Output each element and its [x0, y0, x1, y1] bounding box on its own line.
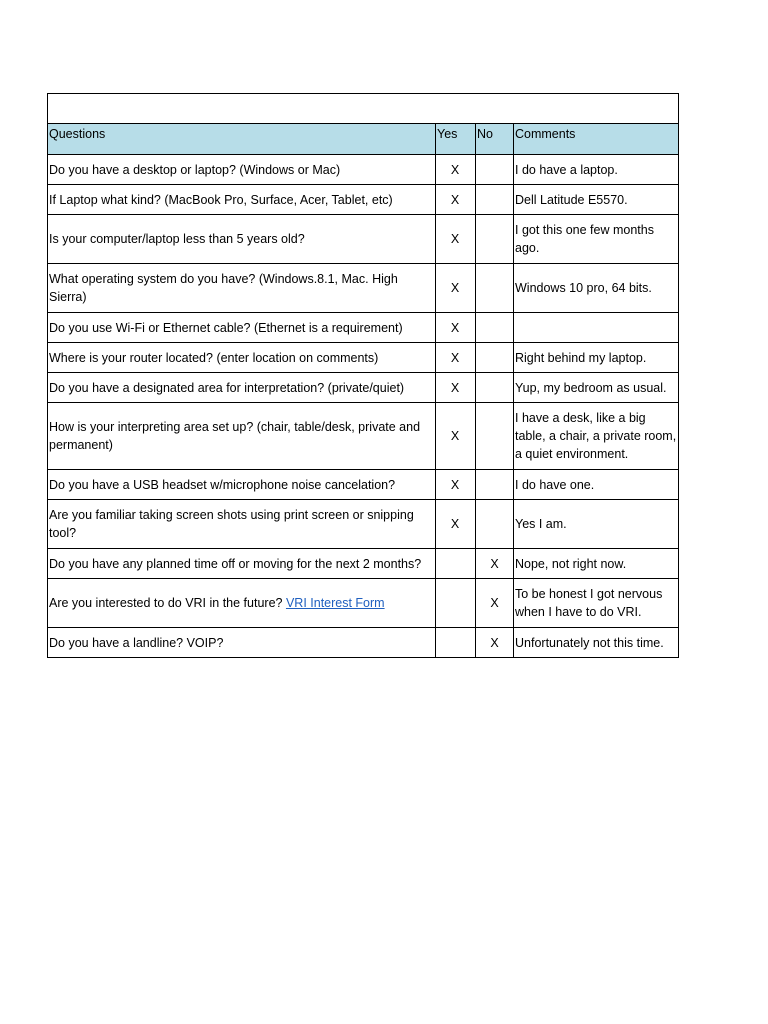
yes-cell: X — [436, 403, 476, 470]
question-cell: Do you have any planned time off or moving for the next 2 months? — [48, 549, 436, 579]
header-row — [48, 124, 679, 155]
comment-cell: I got this one few months ago. — [514, 215, 679, 264]
header-questions: Questions — [48, 124, 436, 155]
no-cell — [476, 185, 514, 215]
yes-cell — [436, 628, 476, 658]
yes-cell: X — [436, 185, 476, 215]
comment-cell: I do have one. — [514, 470, 679, 500]
yes-cell: X — [436, 373, 476, 403]
yes-cell: X — [436, 215, 476, 264]
header-comments: Comments — [514, 124, 679, 155]
yes-cell — [436, 549, 476, 579]
yes-cell: X — [436, 155, 476, 185]
table-row — [48, 579, 679, 628]
comment-cell — [514, 313, 679, 343]
header-no: No — [476, 124, 514, 155]
comment-cell: Yes I am. — [514, 500, 679, 549]
blank-title-cell — [48, 94, 679, 124]
comment-cell: I have a desk, like a big table, a chair, a private room, a quiet environment. — [514, 403, 679, 470]
table-row — [48, 628, 679, 658]
comment-cell: Windows 10 pro, 64 bits. — [514, 264, 679, 313]
table-row — [48, 549, 679, 579]
comment-cell: I do have a laptop. — [514, 155, 679, 185]
survey-sheet — [47, 93, 678, 658]
no-cell — [476, 313, 514, 343]
no-cell: X — [476, 549, 514, 579]
comment-cell: Unfortunately not this time. — [514, 628, 679, 658]
no-cell: X — [476, 628, 514, 658]
no-cell — [476, 264, 514, 313]
header-yes: Yes — [436, 124, 476, 155]
table-row — [48, 313, 679, 343]
question-cell: Do you use Wi-Fi or Ethernet cable? (Ethernet is a requirement) — [48, 313, 436, 343]
no-cell — [476, 500, 514, 549]
no-cell — [476, 403, 514, 470]
yes-cell: X — [436, 470, 476, 500]
comment-cell: To be honest I got nervous when I have to do VRI. — [514, 579, 679, 628]
question-cell: Do you have a desktop or laptop? (Windows or Mac) — [48, 155, 436, 185]
no-cell — [476, 343, 514, 373]
table-row — [48, 264, 679, 313]
question-cell: Do you have a USB headset w/microphone noise cancelation? — [48, 470, 436, 500]
question-cell: If Laptop what kind? (MacBook Pro, Surface, Acer, Tablet, etc) — [48, 185, 436, 215]
yes-cell: X — [436, 500, 476, 549]
table-row — [48, 215, 679, 264]
no-cell — [476, 470, 514, 500]
no-cell — [476, 215, 514, 264]
table-row — [48, 155, 679, 185]
comment-cell: Right behind my laptop. — [514, 343, 679, 373]
vri-interest-form-link[interactable]: VRI Interest Form — [285, 596, 385, 610]
survey-table — [47, 93, 679, 658]
title-row — [48, 94, 679, 124]
no-cell — [476, 373, 514, 403]
no-cell: X — [476, 579, 514, 628]
table-row — [48, 373, 679, 403]
question-cell: Is your computer/laptop less than 5 years old? — [48, 215, 436, 264]
table-row — [48, 470, 679, 500]
comment-cell: Yup, my bedroom as usual. — [514, 373, 679, 403]
table-row — [48, 185, 679, 215]
question-cell: Do you have a designated area for interpretation? (private/quiet) — [48, 373, 436, 403]
table-row — [48, 343, 679, 373]
yes-cell: X — [436, 264, 476, 313]
comment-cell: Nope, not right now. — [514, 549, 679, 579]
question-cell: How is your interpreting area set up? (chair, table/desk, private and permanent) — [48, 403, 436, 470]
question-cell — [48, 579, 436, 628]
question-cell: Are you familiar taking screen shots using print screen or snipping tool? — [48, 500, 436, 549]
no-cell — [476, 155, 514, 185]
comment-cell: Dell Latitude E5570. — [514, 185, 679, 215]
table-row — [48, 500, 679, 549]
question-cell: Do you have a landline? VOIP? — [48, 628, 436, 658]
table-row — [48, 403, 679, 470]
question-cell: What operating system do you have? (Windows.8.1, Mac. High Sierra) — [48, 264, 436, 313]
question-cell: Where is your router located? (enter location on comments) — [48, 343, 436, 373]
yes-cell: X — [436, 343, 476, 373]
yes-cell — [436, 579, 476, 628]
question-text: Are you interested to do VRI in the future? — [49, 596, 286, 610]
yes-cell: X — [436, 313, 476, 343]
